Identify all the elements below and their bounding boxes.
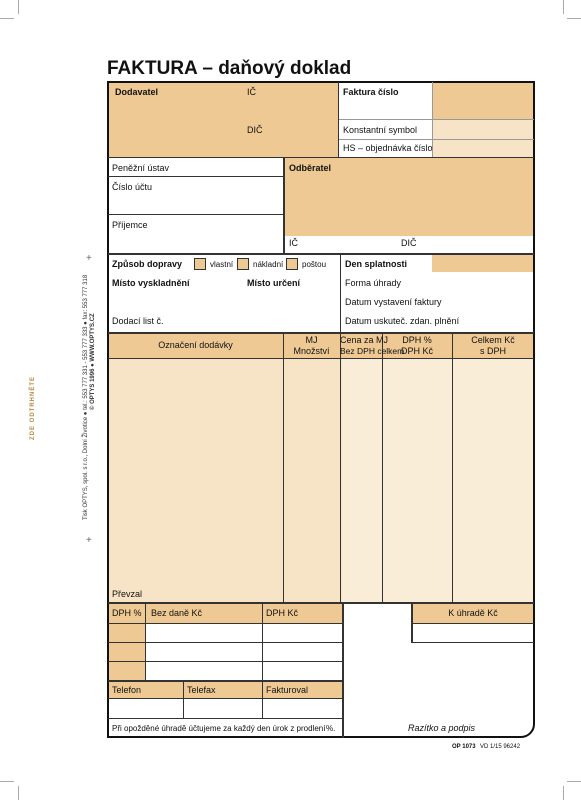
col-price-l1: Cena za MJ [340, 335, 389, 345]
due-date-label: Den splatnosti [345, 259, 408, 269]
loading-place-label: Místo vyskladnění [112, 278, 190, 288]
customer-ic-label: IČ [289, 238, 298, 248]
supplier-dic-label: DIČ [247, 125, 263, 135]
account-label: Číslo účtu [112, 182, 153, 192]
transport-freight-checkbox[interactable] [237, 258, 249, 270]
transport-post-label: poštou [302, 260, 327, 269]
payment-form-label: Forma úhrady [345, 278, 402, 288]
vat-rate-header: DPH % [112, 608, 142, 618]
vat-amount-header: DPH Kč [266, 608, 299, 618]
invoice-number-label: Faktura číslo [343, 87, 399, 97]
form-code: OP 1073 [452, 744, 476, 750]
transport-post-checkbox[interactable] [286, 258, 298, 270]
taxable-date-label: Datum uskuteč. zdan. plnění [345, 316, 460, 326]
printer-info: Tisk OPTYS, spol. s r.o., Dolní Životice ● tel.: 553 777 331 - 553 777 333 ● fax: 553 777 318 [83, 274, 89, 520]
col-description: Označení dodávky [158, 340, 233, 350]
transport-label: Způsob dopravy [112, 259, 183, 269]
col-vat-l1: DPH % [402, 335, 432, 345]
bank-label: Peněžní ústav [112, 163, 170, 173]
issue-date-label: Datum vystavení faktury [345, 297, 442, 307]
transport-own-label: vlastní [210, 260, 234, 269]
col-price-l2: Bez DPH celkem [340, 346, 405, 356]
page-title: FAKTURA – daňový doklad [107, 58, 352, 79]
vat-base-header: Bez daně Kč [151, 608, 203, 618]
registration-mark: + [86, 253, 92, 264]
col-unit-l1: MJ [305, 335, 318, 345]
late-payment-note: Při opožděné úhradě účtujeme za každý den úrok z prodlení [112, 724, 326, 733]
col-total-l2: s DPH [479, 346, 506, 356]
tear-off-label: ZDE ODTRHNĚTE [30, 376, 36, 440]
destination-label: Místo určení [247, 278, 301, 288]
received-label: Převzal [112, 589, 143, 599]
invoiced-by-label: Fakturoval [266, 685, 309, 695]
recipient-label: Příjemce [112, 220, 148, 230]
registration-mark: + [86, 535, 92, 546]
phone-label: Telefon [112, 685, 142, 695]
percent-label: %. [326, 724, 336, 733]
transport-freight-label: nákladní [253, 260, 284, 269]
col-vat-l2: DPH Kč [400, 346, 433, 356]
form-version: VD 1/15 96242 [480, 744, 521, 750]
const-symbol-label: Konstantní symbol [343, 125, 418, 135]
customer-dic-label: DIČ [401, 238, 417, 248]
supplier-ic-label: IČ [247, 87, 256, 97]
invoice-frame [107, 81, 535, 738]
supplier-label: Dodavatel [115, 87, 159, 97]
delivery-note-label: Dodací list č. [112, 316, 164, 326]
hs-order-label: HS – objednávka číslo [343, 143, 433, 153]
transport-own-checkbox[interactable] [194, 258, 206, 270]
printer-web: © OPTYS 1996 ● WWW.OPTYS.CZ [90, 313, 96, 410]
col-total-l1: Celkem Kč [471, 335, 515, 345]
stamp-signature-label: Razítko a podpis [408, 723, 476, 733]
to-pay-label: K úhradě Kč [448, 608, 498, 618]
fax-label: Telefax [187, 685, 216, 695]
col-unit-l2: Množství [293, 346, 330, 356]
customer-label: Odběratel [289, 163, 332, 173]
